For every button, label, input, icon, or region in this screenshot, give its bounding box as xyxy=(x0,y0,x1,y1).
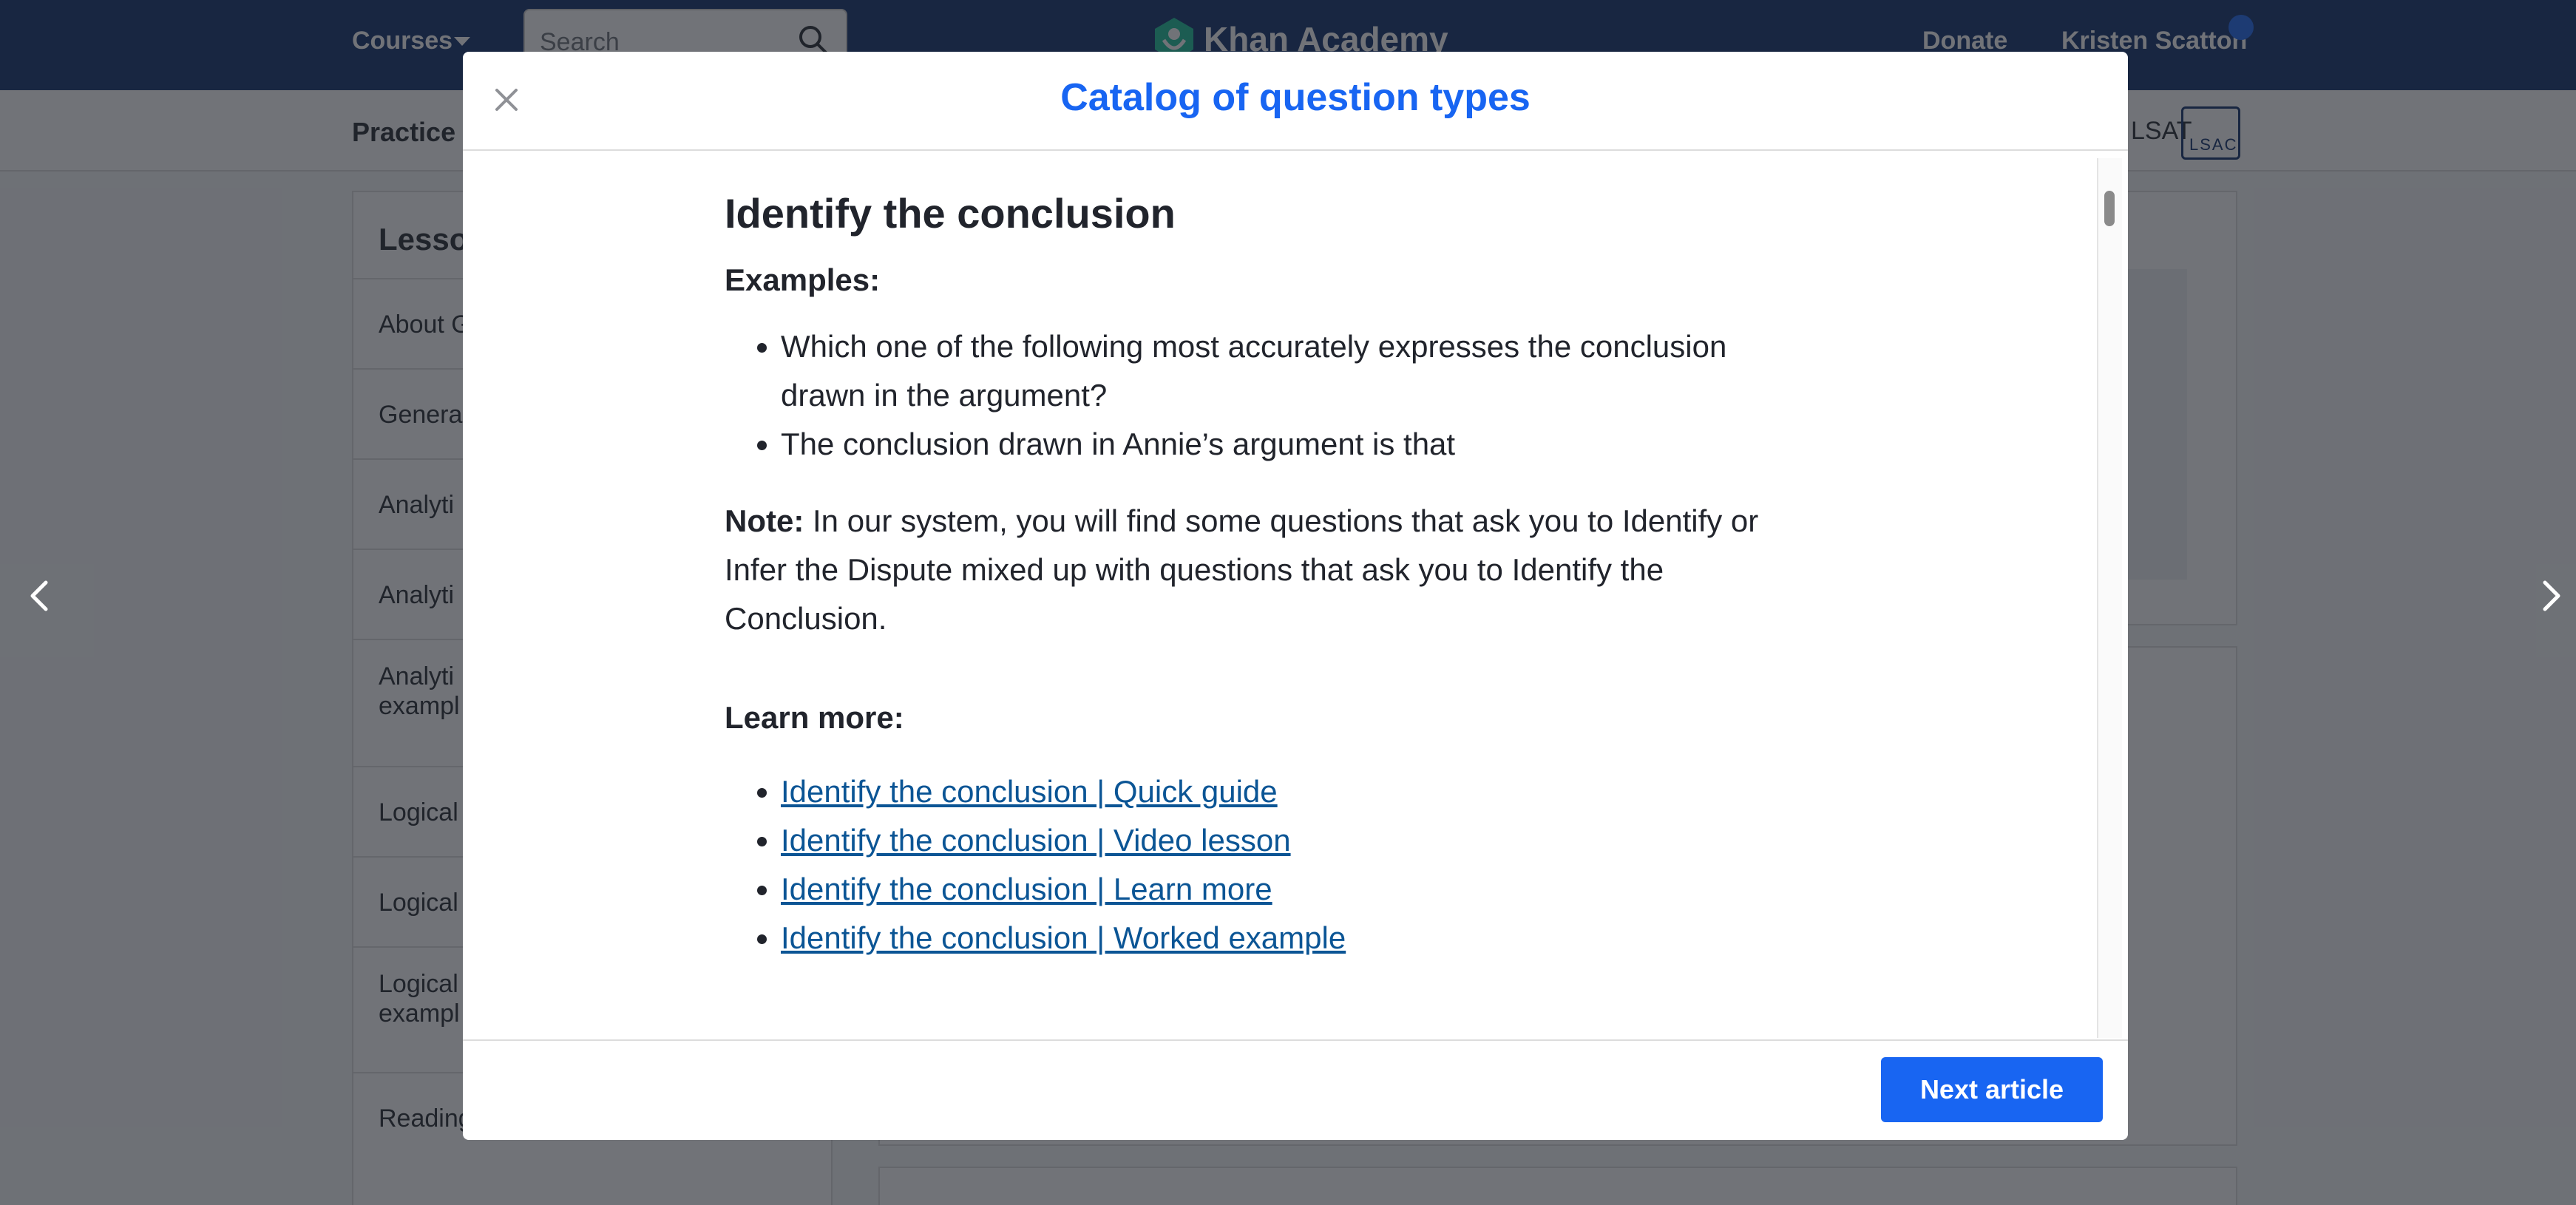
examples-label: Examples: xyxy=(725,262,881,297)
chevron-right-icon[interactable] xyxy=(2529,574,2573,618)
note-label: Note: xyxy=(725,503,804,538)
article-content xyxy=(725,189,1819,963)
learn-more-item xyxy=(781,767,1819,816)
scrollbar-track[interactable] xyxy=(2097,158,2122,1038)
modal-header xyxy=(463,52,2128,151)
note-paragraph xyxy=(725,497,1819,643)
video-lesson-link[interactable]: Identify the conclusion | Video lesson xyxy=(781,823,1291,858)
chevron-left-icon[interactable] xyxy=(18,574,62,618)
next-article-button[interactable]: Next article xyxy=(1881,1057,2103,1122)
learn-more-label: Learn more: xyxy=(725,700,904,735)
quick-guide-link[interactable]: Identify the conclusion | Quick guide xyxy=(781,774,1278,809)
modal-footer xyxy=(463,1039,2128,1140)
note-text: In our system, you will find some questions that ask you to Identify or Infer the Dispute mixed up with questions that ask you to Identify the Conclusion. xyxy=(725,503,1759,636)
example-item: • The conclusion drawn in Annie’s argument is that xyxy=(781,420,1819,469)
modal-title: Catalog of question types xyxy=(1060,76,1531,119)
learn-more-item xyxy=(781,914,1819,963)
worked-example-link[interactable]: Identify the conclusion | Worked example xyxy=(781,920,1346,955)
article-heading: Identify the conclusion xyxy=(725,190,1176,237)
learn-more-item xyxy=(781,816,1819,865)
modal-body[interactable] xyxy=(463,152,2128,1039)
learn-more-list xyxy=(781,767,1819,963)
example-item: • Which one of the following most accurately expresses the conclusion drawn in the argument? xyxy=(781,322,1819,420)
learn-more-item xyxy=(781,865,1819,914)
learn-more-link[interactable]: Identify the conclusion | Learn more xyxy=(781,872,1272,906)
examples-list xyxy=(781,322,1819,469)
scrollbar-thumb[interactable] xyxy=(2104,191,2115,226)
article-modal xyxy=(463,52,2128,1140)
